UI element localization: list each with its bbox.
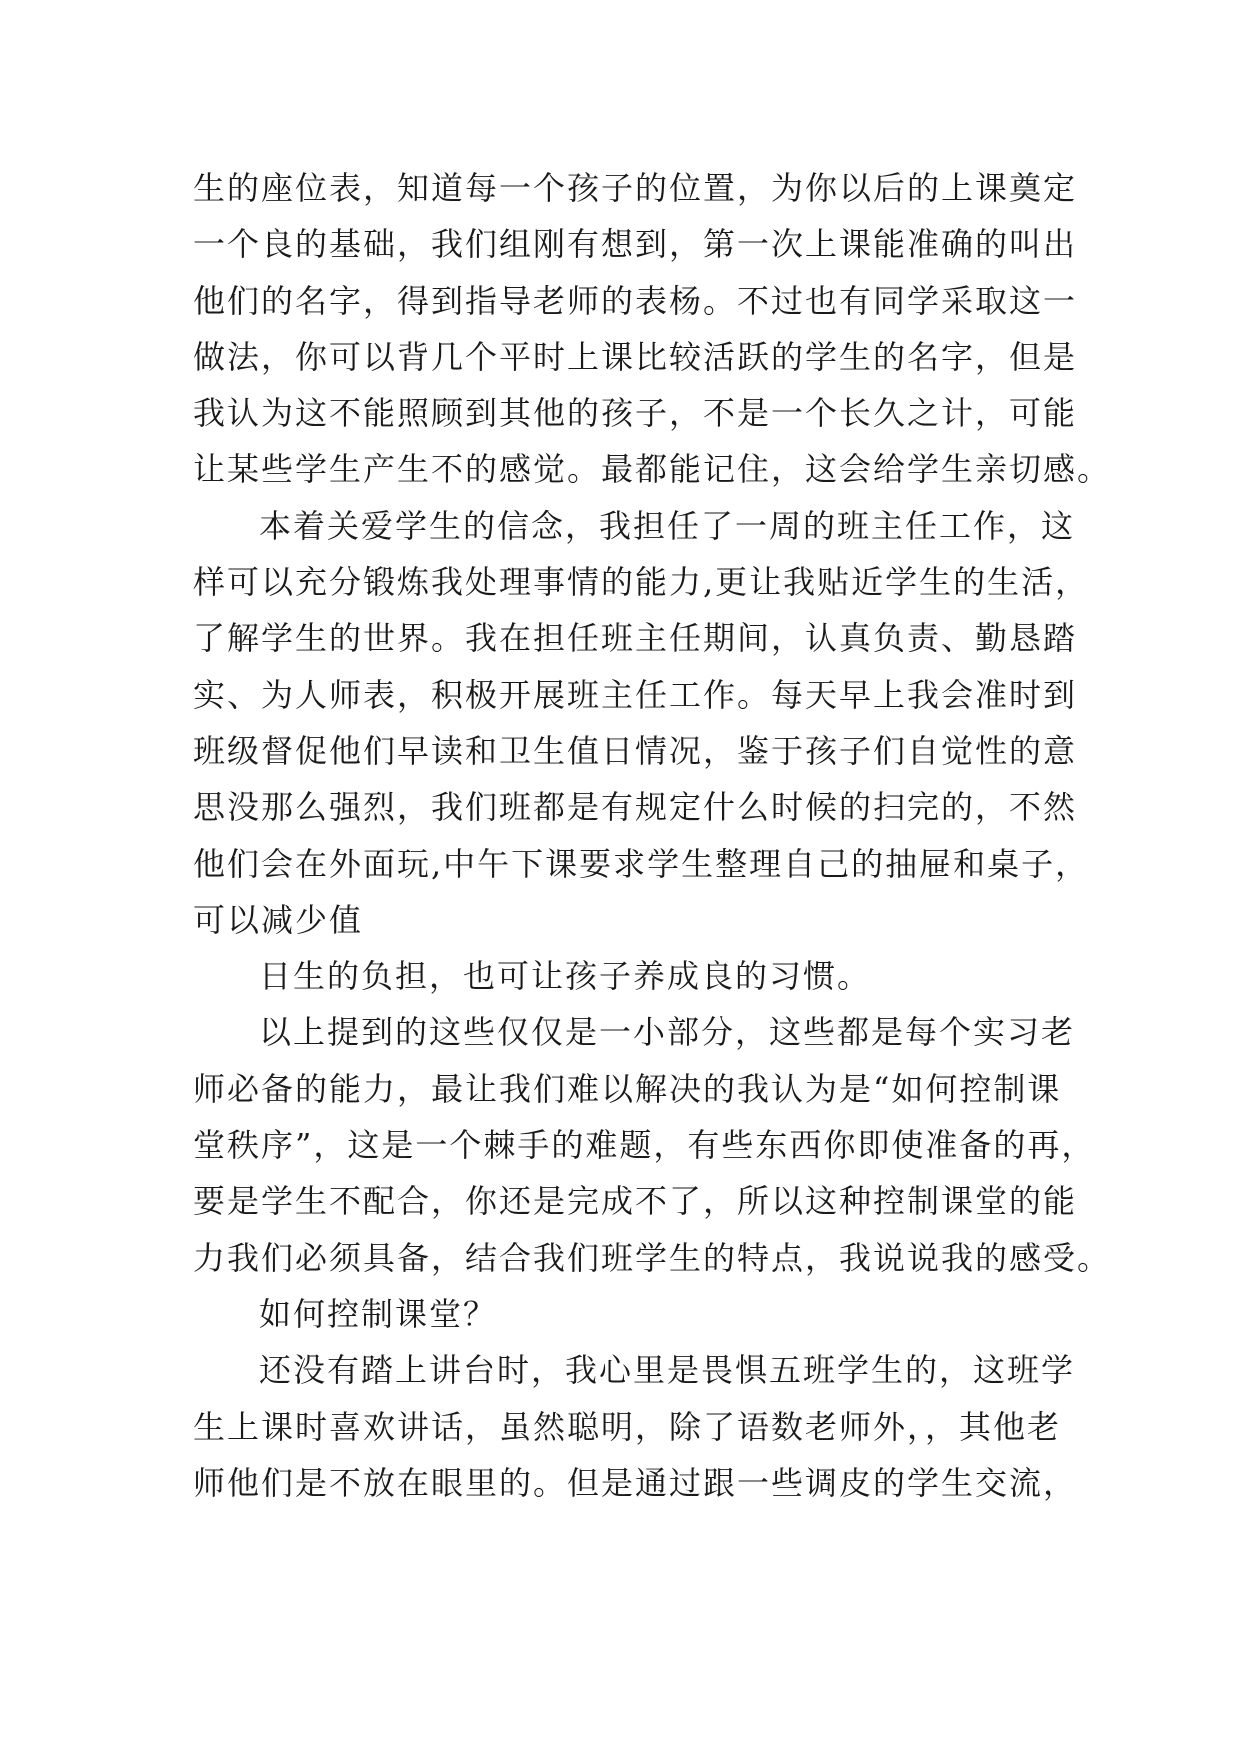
text-line: 要是学生不配合，你还是完成不了，所以这种控制课堂的能 <box>193 1182 1078 1221</box>
paragraph-start-line: 日生的负担，也可让孩子养成良的习惯。 <box>259 957 872 996</box>
text-line: 堂秩序”，这是一个棘手的难题，有些东西你即使准备的再， <box>193 1126 1096 1165</box>
text-line: 力我们必须具备，结合我们班学生的特点，我说说我的感受。 <box>193 1238 1112 1277</box>
text-line: 师必备的能力，最让我们难以解决的我认为是“如何控制课 <box>193 1069 1062 1108</box>
text-line: 可以减少值 <box>193 900 364 939</box>
paragraph-start-line: 以上提到的这些仅仅是一小部分，这些都是每个实习老 <box>259 1013 1076 1052</box>
text-line: 一个良的基础，我们组刚有想到，第一次上课能准确的叫出 <box>193 225 1078 264</box>
body-text <box>193 160 1112 1511</box>
text-line: 师他们是不放在眼里的。但是通过跟一些调皮的学生交流， <box>193 1463 1078 1502</box>
text-line: 班级督促他们早读和卫生值日情况，鉴于孩子们自觉性的意 <box>193 731 1078 770</box>
text-line: 样可以充分锻炼我处理事情的能力,更让我贴近学生的生活， <box>193 563 1090 602</box>
section-heading: 如何控制课堂？ <box>259 1294 498 1333</box>
text-line: 让某些学生产生不的感觉。最都能记住，这会给学生亲切感。 <box>193 450 1112 489</box>
text-line: 做法，你可以背几个平时上课比较活跃的学生的名字，但是 <box>193 337 1078 376</box>
text-line: 生的座位表，知道每一个孩子的位置，为你以后的上课奠定 <box>193 169 1078 207</box>
text-line: 生上课时喜欢讲话，虽然聪明，除了语数老师外，，其他老 <box>193 1407 1062 1446</box>
paragraph-start-line: 还没有踏上讲台时，我心里是畏惧五班学生的，这班学 <box>259 1351 1076 1390</box>
text-line: 思没那么强烈，我们班都是有规定什么时候的扫完的，不然 <box>193 788 1078 827</box>
text-line: 他们会在外面玩,中午下课要求学生整理自己的抽屉和桌子， <box>193 844 1090 883</box>
text-line: 我认为这不能照顾到其他的孩子，不是一个长久之计，可能 <box>193 394 1078 433</box>
text-line: 他们的名字，得到指导老师的表杨。不过也有同学采取这一 <box>193 281 1078 320</box>
paragraph-start-line: 本着关爱学生的信念，我担任了一周的班主任工作，这 <box>259 506 1076 545</box>
text-line: 实、为人师表，积极开展班主任工作。每天早上我会准时到 <box>193 675 1078 714</box>
text-line: 了解学生的世界。我在担任班主任期间，认真负责、勤恳踏 <box>193 619 1078 658</box>
